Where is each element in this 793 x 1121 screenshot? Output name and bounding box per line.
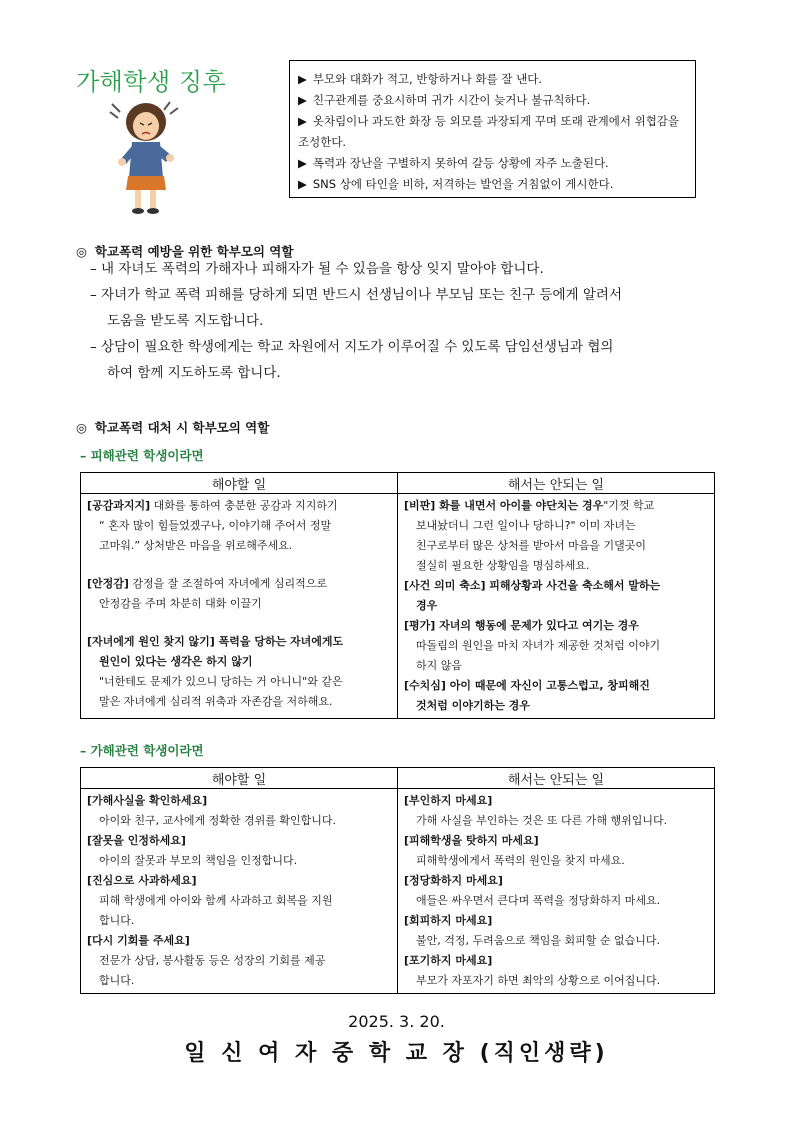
guidance-first-line xyxy=(404,496,708,516)
guidance-block xyxy=(87,791,391,831)
circle-marker-icon: ◎ xyxy=(76,420,87,435)
prevention-line: – 자녀가 학교 폭력 피해를 당하게 되면 반드시 선생님이나 부모님 또는 친구 등에게 알려서 xyxy=(90,287,623,303)
guidance-line: 하지 않음 xyxy=(416,659,463,672)
guidance-block xyxy=(404,616,708,676)
guidance-block xyxy=(404,576,708,616)
guidance-block xyxy=(404,831,708,871)
victim-dont-cell xyxy=(398,494,715,719)
guidance-heading: [가해사실을 확인하세요] xyxy=(87,794,208,807)
guidance-heading: [정당화하지 마세요] xyxy=(404,874,503,887)
guidance-line: 원인이 있다는 생각은 하지 않기 xyxy=(99,655,253,668)
guidance-line: “ 혼자 많이 힘들었겠구나, 이야기해 주어서 정말 xyxy=(99,519,332,532)
guidance-first-line xyxy=(404,831,708,851)
guidance-first-line xyxy=(87,791,391,811)
warning-sign-text: 친구관계를 중요시하며 귀가 시간이 늦거나 불규칙하다. xyxy=(312,93,591,107)
warning-sign-item xyxy=(298,69,687,90)
guidance-line: 것처럼 이야기하는 경우 xyxy=(416,699,530,712)
guidance-block xyxy=(404,871,708,911)
guidance-line: 보내놨더니 그런 일이나 당하니?" 이미 자녀는 xyxy=(416,519,636,532)
guidance-line: 전문가 상담, 봉사활동 등은 성장의 기회를 제공 xyxy=(99,954,326,967)
triangle-bullet-icon: ▶ xyxy=(298,177,307,191)
guidance-block xyxy=(87,496,391,556)
offender-col-dont: 해서는 안되는 일 xyxy=(398,768,715,789)
guidance-line: 친구로부터 많은 상처를 받아서 마음을 기댈곳이 xyxy=(416,539,647,552)
guidance-line: 아이의 잘못과 부모의 책임을 인정합니다. xyxy=(99,854,298,867)
guidance-first-line xyxy=(404,951,708,971)
warning-sign-item xyxy=(298,111,687,153)
guidance-block xyxy=(87,574,391,614)
guidance-line: 가해 사실을 부인하는 것은 또 다른 가해 행위입니다. xyxy=(416,814,668,827)
guidance-line: 따돌림의 원인을 마치 자녀가 제공한 것처럼 이야기 xyxy=(416,639,661,652)
warning-sign-text: 옷차림이나 과도한 화장 등 외모를 과장되게 꾸며 또래 관계에서 위협감을 조성한다. xyxy=(298,114,680,149)
guidance-first-line xyxy=(404,616,708,636)
triangle-bullet-icon: ▶ xyxy=(298,156,307,170)
guidance-line: 피해학생에게서 폭력의 원인을 찾지 마세요. xyxy=(416,854,625,867)
page-title: 가해학생 징후 xyxy=(76,68,227,96)
warning-signs-box xyxy=(289,60,696,198)
guidance-line: 불안, 걱정, 두려움으로 책임을 회피할 순 없습니다. xyxy=(416,934,660,947)
guidance-heading: [비판] 화를 내면서 아이를 야단치는 경우 xyxy=(404,499,604,512)
guidance-text: 대화를 통하여 충분한 공감과 지지하기 xyxy=(150,499,338,512)
guidance-heading: [자녀에게 원인 찾지 않기] 폭력을 당하는 자녀에게도 xyxy=(87,635,344,648)
guidance-heading: [평가] 자녀의 행동에 문제가 있다고 여기는 경우 xyxy=(404,619,639,632)
offender-subhead: – 가해관련 학생이라면 xyxy=(80,743,204,758)
section-prevention-heading: ◎ 학교폭력 예방을 위한 학부모의 역할 xyxy=(76,244,294,259)
guidance-line: 피해 학생에게 아이와 함께 사과하고 회복을 지원 xyxy=(99,894,333,907)
guidance-first-line xyxy=(404,791,708,811)
guidance-first-line xyxy=(404,911,708,931)
triangle-bullet-icon: ▶ xyxy=(298,114,307,128)
guidance-first-line xyxy=(87,931,391,951)
offender-col-do: 해야할 일 xyxy=(81,768,398,789)
prevention-line: – 상담이 필요한 학생에게는 학교 차원에서 지도가 이루어질 수 있도록 담임선생님과 협의 xyxy=(90,339,614,355)
prevention-list xyxy=(90,256,730,386)
principal-signature: 일 신 여 자 중 학 교 장 (직인생략) xyxy=(184,1041,609,1066)
section-response-heading: ◎ 학교폭력 대처 시 학부모의 역할 xyxy=(76,420,270,435)
guidance-first-line xyxy=(404,676,708,696)
guidance-heading: [진심으로 사과하세요] xyxy=(87,874,197,887)
guidance-line: 합니다. xyxy=(99,974,135,987)
guidance-heading: [회피하지 마세요] xyxy=(404,914,493,927)
victim-col-do: 해야할 일 xyxy=(81,473,398,494)
spacer xyxy=(87,614,391,632)
warning-sign-item xyxy=(298,153,687,174)
guidance-text: "기껏 학교 xyxy=(603,499,655,512)
guidance-heading: [사건 의미 축소] 피해상황과 사건을 축소해서 말하는 xyxy=(404,579,661,592)
guidance-block xyxy=(87,632,391,712)
guidance-block xyxy=(404,951,708,991)
guidance-line: 고마워.” 상처받은 마음을 위로해주세요. xyxy=(99,539,293,552)
guidance-line: 애들은 싸우면서 큰다며 폭력을 정당화하지 마세요. xyxy=(416,894,661,907)
guidance-block xyxy=(87,931,391,991)
offender-table xyxy=(80,767,715,994)
guidance-line: 안정감을 주며 차분히 대화 이끌기 xyxy=(99,597,262,610)
guidance-block xyxy=(404,911,708,951)
triangle-bullet-icon: ▶ xyxy=(298,72,307,86)
warning-sign-item xyxy=(298,174,687,195)
guidance-heading: [다시 기회를 주세요] xyxy=(87,934,190,947)
guidance-line: 아이와 친구, 교사에게 정확한 경위를 확인합니다. xyxy=(99,814,336,827)
guidance-block xyxy=(87,871,391,931)
guidance-heading: [피해학생을 탓하지 마세요] xyxy=(404,834,539,847)
prevention-line: 하여 함께 지도하도록 합니다. xyxy=(107,365,281,381)
warning-sign-text: 부모와 대화가 적고, 반항하거나 화를 잘 낸다. xyxy=(312,72,543,86)
victim-table xyxy=(80,472,715,719)
guidance-heading: [잘못을 인정하세요] xyxy=(87,834,186,847)
offender-dont-cell xyxy=(398,789,715,994)
triangle-bullet-icon: ▶ xyxy=(298,93,307,107)
guidance-heading: [수치심] 아이 때문에 자신이 고통스럽고, 창피해진 xyxy=(404,679,650,692)
prevention-line: 도움을 받도록 지도합니다. xyxy=(107,313,264,329)
guidance-line: 절실히 필요한 상황임을 명심하세요. xyxy=(416,559,590,572)
guidance-first-line xyxy=(404,576,708,596)
date: 2025. 3. 20. xyxy=(348,1012,445,1031)
warning-sign-text: 폭력과 장난을 구별하지 못하여 갈등 상황에 자주 노출된다. xyxy=(312,156,609,170)
guidance-text: 감정을 잘 조절하여 자녀에게 심리적으로 xyxy=(128,577,328,590)
angry-student-illustration xyxy=(108,98,182,216)
guidance-block xyxy=(404,496,708,576)
guidance-line: 부모가 자포자기 하면 최악의 상황으로 이어집니다. xyxy=(416,974,661,987)
guidance-line: 말은 자녀에게 심리적 위축과 자존감을 저하해요. xyxy=(99,695,333,708)
guidance-heading: [포기하지 마세요] xyxy=(404,954,493,967)
guidance-first-line xyxy=(87,871,391,891)
circle-marker-icon: ◎ xyxy=(76,244,87,259)
guidance-line: "너한테도 문제가 있으니 당하는 거 아니니"와 같은 xyxy=(99,675,343,688)
prevention-line: – 내 자녀도 폭력의 가해자나 피해자가 될 수 있음을 항상 잊지 말아야 합니다. xyxy=(90,261,544,277)
spacer xyxy=(87,556,391,574)
guidance-first-line xyxy=(404,871,708,891)
guidance-heading: [공감과지지] xyxy=(87,499,151,512)
victim-do-cell xyxy=(81,494,398,719)
guidance-block xyxy=(404,676,708,716)
victim-subhead: – 피해관련 학생이라면 xyxy=(80,448,204,463)
guidance-line: 경우 xyxy=(416,599,438,612)
warning-sign-item xyxy=(298,90,687,111)
guidance-heading: [안정감] xyxy=(87,577,129,590)
guidance-first-line xyxy=(87,496,391,516)
guidance-block xyxy=(404,791,708,831)
guidance-first-line xyxy=(87,632,391,652)
guidance-line: 합니다. xyxy=(99,914,135,927)
victim-col-dont: 해서는 안되는 일 xyxy=(398,473,715,494)
guidance-first-line xyxy=(87,574,391,594)
warning-sign-text: SNS 상에 타인을 비하, 저격하는 발언을 거침없이 게시한다. xyxy=(312,177,614,191)
guidance-first-line xyxy=(87,831,391,851)
guidance-heading: [부인하지 마세요] xyxy=(404,794,493,807)
guidance-block xyxy=(87,831,391,871)
offender-do-cell xyxy=(81,789,398,994)
